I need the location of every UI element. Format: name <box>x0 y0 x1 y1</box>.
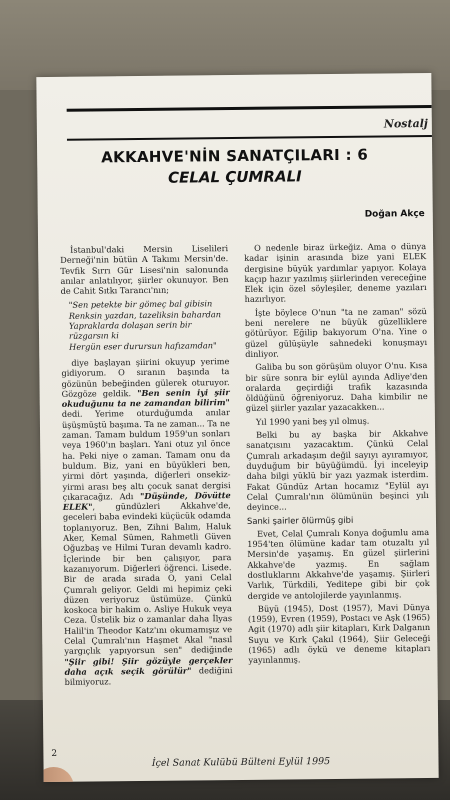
paragraph: diye başlayan şiirini okuyup yerime gidiyorum. O sıranın başında ta gözünün bebeğinden gülerek oturuyor. Gözgöze geldik. "Ben senin iyi şiir okuduğunu ta ne zamandan bilirim" dedi. Yerime oturduğumda anılar üşüşmüştü başıma. Ta ne zaman... Ta ne zaman. Tamam buldum 1959'un sonları veya 1960'ın başları. Yani otuz yıl önce ha. Peki niye o zaman. Tamam onu da buldum. Biz, yani en büyükleri ben, yirmi dört yaşında, diğerleri onsekiz-yirmi arası beş altı çocuk sanat dergisi çıkaracağız. Adı "Düşünde, Dövütte ELEK", gündüzleri Akkahve'de, geceleri baba evindeki küçücük odamda toplanıyoruz. Ben, Zihni Balım, Haluk Aker, Kemal Sümen, Rahmetli Güven Oğuzbaş ve Hilmi Turan devamlı kadro. İçlerinde bir ben çalışıyor, para kazanıyorum. Diğerleri öğrenci. Lisede. Bir de arada sırada O, yani Celal Çumralı geliyor. Geldi mi hepimiz çeki düzen veriyoruz üstümüze. Çünkü koskoca bir hakim o. Asliye Hukuk veya Ceza. Üstelik biz o zamanlar daha İlyas Halil'in Theodor Katz'ını okumamışız ve Celal Çumralı'nın Haşmet Akal "nasıl yargıçlık yapıyorsun sen" dediğinde "Şiir gibi! Şiir gözüyle gerçekler daha açık seçik görülür" dediğini bilmiyoruz. <box>61 356 233 687</box>
left-column <box>60 243 233 690</box>
paragraph: O nedenle biraz ürkeğiz. Ama o dünya kadar işinin arasında bize yani ELEK dergisine büyük yardımlar yapıyor. Kolaya kaçıp hazır yazılmış şiirlerinden vereceğine Elek için özel söyleşiler, deneme yazıları hazırlıyor. <box>244 241 427 305</box>
paragraph: Büyü (1945), Dost (1957), Mavi Dünya (1959), Evren (1959), Postacı ve Aşk (1965) Agit (1970) adlı şiir kitapları, Kırk Dalganın Suyu ve Kırk Çakıl (1964), Şiir Geleceği (1965) adlı öykü ve deneme kitapları yayınlanmış. <box>247 601 431 666</box>
paragraph: Galiba bu son görüşüm oluyor O'nu. Kısa bir süre sonra bir eylül ayında Adliye'den oralarda geçirdiği trafik kazasında öldüğünü öğreniyoruz. Daha kimbilir ne güzel şiirler yazılar yazacakken... <box>245 360 428 414</box>
page-number: 2 <box>51 748 58 759</box>
poem-line: Yapraklarda dolaşan serin bir rüzgarsın ki <box>68 319 192 342</box>
paragraph: İşte böylece O'nun "ta ne zaman" sözü beni nerelere ne büyük güzelliklere götürüyor. Eğilip bakıyorum O'na. Yine o güzel gülüşüyle sahnedeki konuşmayı dinliyor. <box>244 305 428 359</box>
paragraph: Evet, Celal Çumralı Konya doğumlu ama 1954'ten ölümüne kadar tam otuzaltı yıl Mersin'de yaşamış. En güzel şiirlerini Akkahve'de yazmış. En sağlam dostluklarını Akkahve'de yaşamış. Şiirleri Varlık, Türkdili, Yeditepe gibi bir çok dergide ve antolojilerde yayınlanmış. <box>247 526 430 601</box>
paragraph: Belki bu ay başka bir Akkahve sanatçısını yazacaktım. Çünkü Celal Çumralı arkadaşım değil sayıyı ayıramıyor, duyduğum bir büyüğümdü. İyi inceleyip daha bilgi yüklü bir yazı yazmak isterdim. Fakat Gündüz Artan hocamız "Eylül ayı Celal Çumralı'nın ölümünün beşinci yılı deyince... <box>246 428 429 513</box>
footer-text: İçel Sanat Kulübü Bülteni Eylül 1995 <box>151 756 331 769</box>
paragraph: Yıl 1990 yani beş yıl olmuş. <box>255 415 370 427</box>
magazine-page <box>36 73 438 782</box>
poem-line: Renksin yazdan, tazeliksin bahardan <box>68 308 222 321</box>
running-head: Nostalj <box>383 116 428 131</box>
header-rule-top <box>67 105 432 112</box>
poem-line: Hergün eser durursun hafızamdan" <box>69 339 217 352</box>
article-subtitle: CELAL ÇUMRALI <box>167 167 302 187</box>
paragraph: İstanbul'daki Mersin Liselileri Derneği'nin bütün A Takımı Mersin'de. Tevfik Sırrı Gür Lisesi'nin salonunda anılar anlatılıyor, şiirler okunuyor. Ben de Cahit Sıtkı Tarancı'nın; <box>60 243 229 297</box>
quote-emphasis: "Şiir gibi! Şiir gözüyle gerçekler daha açık seçik görülür" <box>64 654 233 677</box>
quote-emphasis: "Ben senin iyi şiir okuduğunu ta ne zamandan bilirim" <box>61 386 230 409</box>
header-rule-bottom <box>67 135 432 141</box>
article-title: AKKAHVE'NİN SANATÇILARI : 6 <box>101 145 369 167</box>
poem-quote <box>69 299 230 352</box>
author-name: Doğan Akçe <box>364 209 425 220</box>
poem-line: "Sen petekte bir gömeç bal gibisin <box>68 298 213 311</box>
magazine-name: "Düşünde, Dövütte ELEK" <box>62 489 231 512</box>
section-subheading: Sanki şairler ölürmüş gibi <box>246 515 354 527</box>
right-column <box>244 241 430 668</box>
